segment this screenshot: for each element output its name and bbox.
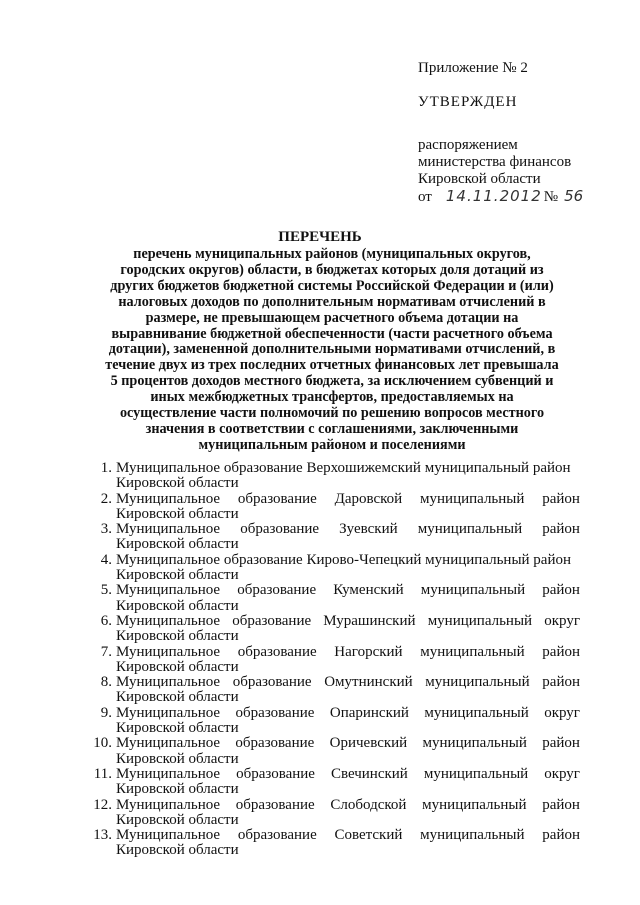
list-item-word: Даровской (334, 491, 403, 507)
list-item-number: 1. (100, 460, 112, 476)
list-item-first-line (116, 828, 580, 843)
list-item-region: Кировской области (116, 750, 239, 767)
list-item-word: Муниципальное образование Верхошижемский муниципальный район (116, 461, 571, 476)
list-item-word: Муниципальное (116, 675, 221, 691)
subtitle-line: иных межбюджетных трансфертов, предоставляемых на (150, 389, 514, 406)
list-item-word: Свечинский (330, 766, 408, 782)
list-item-word: район (542, 736, 580, 752)
list-item-first-line (116, 492, 580, 507)
list-item (80, 645, 580, 676)
annex-number: Приложение № 2 (418, 60, 528, 76)
list-item (80, 675, 580, 706)
list-item-region: Кировской области (116, 536, 239, 553)
list-item-word: Муниципальное (116, 613, 221, 629)
subtitle-line: перечень муниципальных районов (муниципальных округов, (133, 246, 531, 262)
approval-line-1: распоряжением (418, 137, 518, 153)
list-item-first-line (116, 798, 580, 813)
list-item-word: образование (235, 736, 315, 752)
from-label: от (418, 189, 432, 205)
list-item-first-line (116, 461, 580, 476)
list-item-word: Муниципальное (116, 644, 221, 660)
document-title: ПЕРЕЧЕНЬ (278, 229, 362, 245)
list-item-number: 4. (100, 551, 112, 568)
list-item-word: район (542, 675, 580, 691)
subtitle-line: значения в соответствии с соглашениями, заключенными (145, 420, 519, 437)
list-item-word: Муниципальное (116, 828, 221, 844)
list-item-first-line (116, 614, 580, 629)
list-item-word: Куменский (333, 583, 404, 599)
list-item-word: образование (237, 828, 317, 844)
approval-line-2: министерства финансов (418, 154, 572, 170)
list-item-word: образование (236, 766, 315, 782)
list-item-number: 6. (100, 612, 112, 629)
list-item (80, 583, 580, 614)
municipality-list (80, 461, 580, 859)
list-item-word: Муниципальное (116, 736, 221, 752)
list-item-number: 2. (100, 490, 112, 507)
list-item-number: 7. (100, 643, 112, 660)
approval-line-3: Кировской области (418, 171, 541, 187)
list-item-first-line (116, 522, 580, 537)
subtitle-line: дотации), замененной дополнительными нормативами отчислений, в (108, 341, 556, 358)
list-item-region: Кировской области (116, 567, 239, 584)
list-item-word: муниципальный (420, 491, 525, 507)
list-item (80, 736, 580, 767)
list-item (80, 828, 580, 859)
list-item-word: Муниципальное (116, 797, 221, 813)
list-item-word: Муниципальное (116, 705, 221, 721)
list-item-number: 8. (100, 674, 112, 691)
list-item-word: Нагорский (334, 644, 403, 660)
list-item-word: муниципальный (422, 797, 527, 813)
list-item-region: Кировской области (116, 628, 239, 645)
list-item-word: муниципальный (427, 613, 533, 629)
list-item-word: Зуевский (339, 522, 398, 538)
list-item-word: Муниципальное образование Кирово-Чепецкий муниципальный район (116, 552, 572, 568)
list-item-word: район (542, 491, 580, 507)
list-item-word: Советский (334, 828, 403, 844)
list-item-word: округ (544, 766, 580, 782)
list-item-word: район (542, 522, 580, 538)
list-item-word: район (542, 583, 580, 599)
list-item-word: Мурашинский (323, 613, 416, 629)
list-item-first-line (116, 706, 580, 721)
document-subtitle (92, 247, 572, 454)
list-item-word: образование (232, 613, 312, 629)
subtitle-line: выравнивание бюджетной обеспеченности (части расчетного объема (111, 325, 553, 342)
list-item-word: образование (237, 491, 317, 507)
list-item-region: Кировской области (116, 811, 239, 828)
list-item-word: Муниципальное (116, 766, 221, 782)
list-item-first-line (116, 583, 580, 598)
subtitle-line: 5 процентов доходов местного бюджета, за исключением субвенций и (110, 373, 554, 390)
list-item-word: образование (232, 675, 312, 691)
list-item-word: муниципальный (420, 828, 525, 844)
subtitle-line: городских округов) области, в бюджетах которых доля дотаций из (120, 261, 544, 278)
list-item-number: 12. (93, 796, 112, 813)
list-item-number: 5. (100, 582, 112, 599)
number-sign: № (543, 189, 559, 205)
list-item-word: муниципальный (420, 583, 526, 599)
list-item-first-line (116, 736, 580, 751)
list-item-region: Кировской области (116, 597, 239, 614)
list-item-region: Кировской области (116, 842, 239, 859)
list-item-region: Кировской области (116, 781, 239, 798)
list-item-word: Опаринский (329, 705, 409, 721)
list-item-word: район (542, 828, 580, 844)
subtitle-line: осуществление части полномочий по решению вопросов местного (119, 405, 545, 422)
list-item-word: образование (237, 644, 317, 660)
list-item-region: Кировской области (116, 505, 239, 522)
list-item-word: муниципальный (420, 644, 525, 660)
list-item-number: 11. (93, 765, 112, 782)
list-item-word: Муниципальное (116, 583, 221, 599)
list-item (80, 767, 580, 798)
list-item-word: муниципальный (422, 736, 527, 752)
list-item (80, 614, 580, 645)
subtitle-line: размере, не превышающем расчетного объема дотации на (145, 309, 519, 326)
handwritten-date: 14.11.2012 (445, 187, 542, 205)
list-item-word: образование (237, 583, 317, 599)
list-item (80, 461, 580, 492)
list-item (80, 553, 580, 584)
list-item-region: Кировской области (116, 689, 239, 706)
list-item-word: район (542, 644, 580, 660)
list-item-number: 13. (93, 827, 112, 844)
list-item-first-line (116, 767, 580, 782)
list-item-word: образование (235, 797, 315, 813)
list-item-word: Оричевский (329, 736, 408, 752)
list-item-first-line (116, 553, 580, 568)
approval-date-line (418, 188, 583, 206)
subtitle-line: муниципальным районом и поселениями (198, 436, 466, 453)
list-item (80, 798, 580, 829)
list-item-first-line (116, 645, 580, 660)
list-item-word: муниципальный (423, 766, 529, 782)
subtitle-line: течение двух из трех последних отчетных финансовых лет превышала (105, 357, 559, 374)
approved-heading: УТВЕРЖДЕН (418, 94, 518, 110)
list-item-number: 10. (93, 735, 112, 752)
list-item-word: Слободской (330, 797, 407, 813)
list-item-region: Кировской области (116, 720, 239, 737)
list-item (80, 706, 580, 737)
list-item-word: образование (240, 522, 320, 538)
list-item-number: 9. (100, 704, 112, 721)
list-item-region: Кировской области (116, 658, 239, 675)
list-item-word: Муниципальное (116, 491, 221, 507)
subtitle-line: налоговых доходов по дополнительным нормативам отчислений в (118, 293, 546, 310)
list-item-region: Кировской области (116, 475, 239, 492)
list-item-number: 3. (100, 521, 112, 538)
list-item-word: Муниципальное (116, 522, 221, 538)
list-item-word: округ (544, 613, 580, 629)
list-item-word: муниципальный (424, 705, 529, 721)
list-item (80, 522, 580, 553)
handwritten-number: 56 (564, 187, 584, 205)
list-item-word: район (542, 797, 580, 813)
list-item (80, 492, 580, 523)
list-item-first-line (116, 675, 580, 690)
subtitle-line: других бюджетов бюджетной системы Российской Федерации и (или) (110, 277, 554, 294)
list-item-word: округ (544, 705, 580, 721)
list-item-word: образование (235, 705, 315, 721)
list-item-word: муниципальный (417, 522, 523, 538)
list-item-word: Омутнинский (324, 675, 413, 691)
list-item-word: муниципальный (425, 675, 530, 691)
